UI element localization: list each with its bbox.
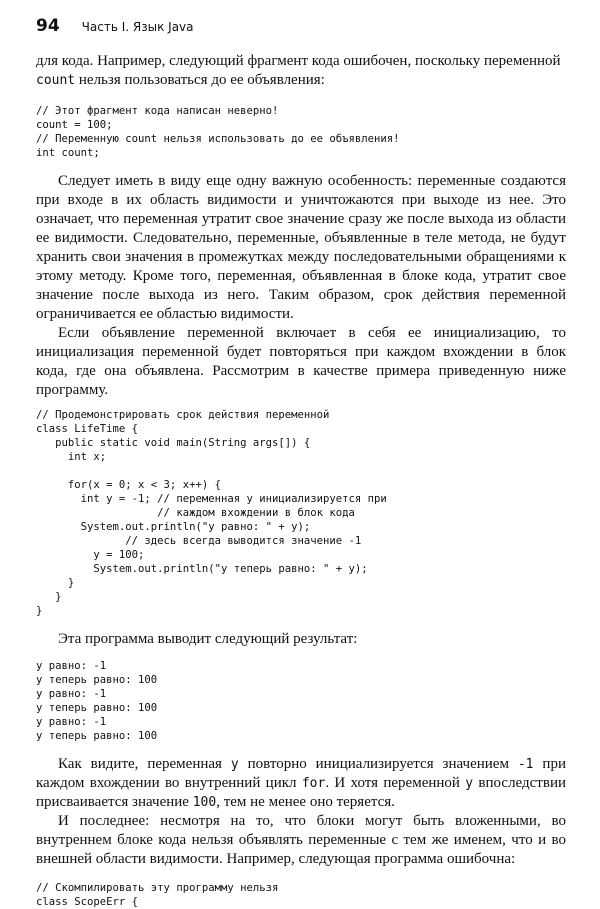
inline-code-for: for — [301, 776, 326, 791]
p5-text-f: , тем не менее оно теряется. — [216, 794, 395, 810]
p5-text-c: при каждом вхождении во внутренний цикл — [36, 756, 566, 791]
inline-code-y-2: y — [465, 776, 474, 791]
paragraph-3: Если объявление переменной включает в себя ее инициализацию, то инициализация переменной будет повторяться при каждом вхождении в блок кода, где она объявлена. Рассмотрим в качестве примера приведенную ниже программу. — [36, 325, 566, 398]
inline-code-count: count — [36, 73, 76, 88]
p5-text-b: повторно инициализируется значением — [238, 756, 518, 772]
inline-code-minus-one: -1 — [517, 757, 534, 772]
running-title: Часть I. Язык Java — [81, 20, 194, 34]
page-number: 94 — [36, 16, 60, 36]
paragraph-2: Следует иметь в виду еще одну важную особенность: переменные создаются при входе в их область видимости и уничтожаются при выходе из нее. Это означает, что переменная утратит свое значение сразу же после выхода из области ее видимости. Следовательно, переменные, объявленные в теле метода, не будут хранить свои значения в промежутках между последовательными обращениями к этому методу. Кроме того, переменная, объявленная в блоке кода, утратит свое значение после выхода из него. Таким образом, срок действия переменной ограничивается ее областью видимости. — [36, 173, 566, 322]
program-output: y равно: -1 y теперь равно: 100 y равно: -1 y теперь равно: 100 y равно: -1 y теперь равно: 100 — [36, 660, 158, 742]
paragraph-1 — [36, 52, 566, 90]
paragraph-5 — [36, 755, 566, 812]
code-listing-3: // Скомпилировать эту программу нельзя class ScopeErr { — [36, 882, 279, 908]
paragraph-1-text-a: для кода. Например, следующий фрагмент кода ошибочен, поскольку переменной — [36, 53, 561, 69]
paragraph-1-text-b: нельзя пользоваться до ее объявления: — [75, 72, 325, 88]
book-page — [36, 16, 566, 909]
p5-text-d: . И хотя переменной — [325, 775, 466, 791]
p5-text-e: впоследствии присваивается значение — [36, 775, 567, 810]
p5-text-a: Как видите, переменная — [58, 756, 231, 772]
code-listing-1: // Этот фрагмент кода написан неверно! count = 100; // Переменную count нельзя использовать до ее объявления! int count; — [36, 105, 400, 159]
inline-code-y: y — [230, 757, 239, 772]
paragraph-6: И последнее: несмотря на то, что блоки могут быть вложенными, во внутреннем блоке кода нельзя объявлять переменные с тем же именем, что и во внешней области видимости. Например, следующая программа ошибочна: — [36, 813, 566, 867]
page-header — [36, 16, 566, 42]
inline-code-100: 100 — [192, 795, 217, 810]
paragraph-4: Эта программа выводит следующий результат: — [58, 631, 358, 647]
code-listing-2: // Продемонстрировать срок действия переменной class LifeTime { public static void main(String args[]) { int x; for(x = 0; x < 3; x++) { int y = -1; // переменная y инициализируется при // каждом вхождении в блок кода System.out.println("y равно: " + y); // здесь всегда выводится значение -1 y = 100; System.out.println("y теперь равно: " + y); } } } — [36, 409, 387, 617]
